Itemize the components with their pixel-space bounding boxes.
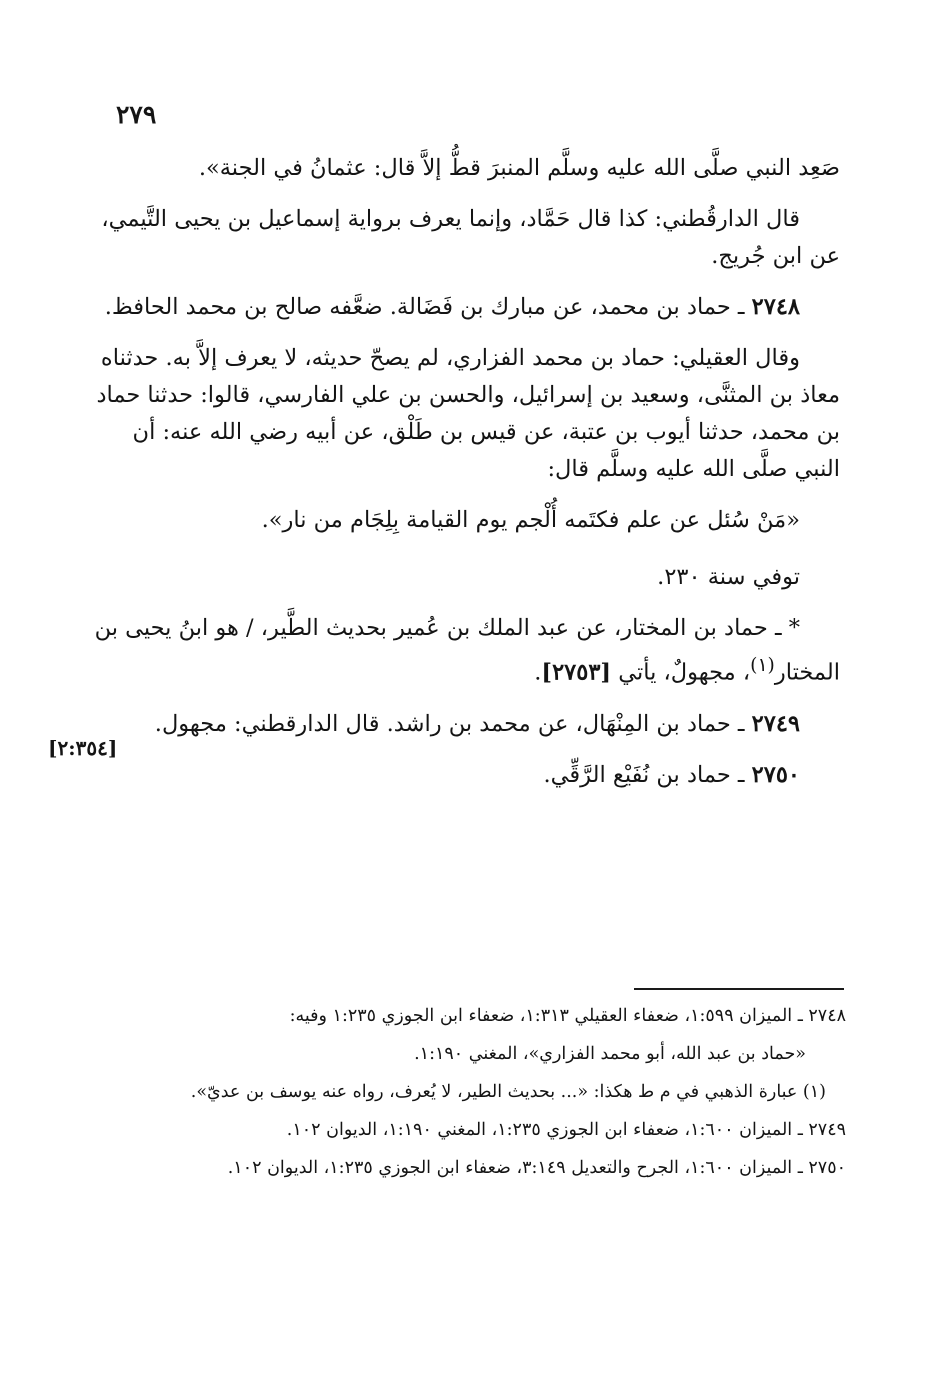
entry-number: ٢٧٥٠ [751, 761, 800, 788]
punctuation: . [534, 659, 542, 686]
entry-star [90, 610, 840, 692]
entry-2748 [90, 289, 840, 326]
entry-2749 [90, 706, 840, 743]
footnote-marker: (١) [750, 655, 775, 676]
page-reference: [٢:٣٥٤] [48, 736, 118, 760]
paragraph-uqayli: وقال العقيلي: حماد بن محمد الفزاري، لم يصحّ حديثه، لا يعرف إلاَّ به. حدثناه معاذ بن المثنَّى، وسعيد بن إسرائيل، والحسن بن علي الفارسي، قالوا: حدثنا حماد بن محمد، حدثنا أيوب بن عتبة، عن قيس بن طَلْق، عن أبيه رضي الله عنه: أن النبي صلَّى الله عليه وسلَّم قال: [96, 345, 840, 482]
footnote-2748-cont: «حماد بن عبد الله، أبو محمد الفزاري»، المغني ١:١٩٠. [414, 1044, 806, 1064]
entry-number: ٢٧٤٨ [751, 294, 800, 320]
entry-2750 [90, 757, 840, 794]
main-text [90, 150, 840, 808]
star-mark: * [788, 615, 800, 641]
footnote-2750: ٢٧٥٠ ـ الميزان ١:٦٠٠، الجرح والتعديل ٣:١٤٩، ضعفاء ابن الجوزي ١:٢٣٥، الديوان ١٠٢. [227, 1158, 846, 1178]
hadith-quote: «مَنْ سُئل عن علم فكتَمه أُلْجم يوم القيامة بِلِجَام من نار». [261, 507, 800, 533]
footnotes [116, 1000, 846, 1190]
entry-text: ـ حماد بن المِنْهَال، عن محمد بن راشد. قال الدارقطني: مجهول. [154, 710, 745, 737]
entry-text: ـ حماد بن محمد، عن مبارك بن فَضَالة. ضعَّفه صالح بن محمد الحافظ. [104, 294, 745, 320]
entry-text: ـ حماد بن المختار، عن عبد الملك بن عُمير بحديث الطَّير، / هو [215, 615, 782, 641]
death-year: توفي سنة ٢٣٠. [657, 564, 800, 590]
entry-number: ٢٧٤٩ [751, 710, 800, 737]
cross-reference: [٢٧٥٣] [541, 659, 612, 686]
entry-text-cont: ابنُ يحيى بن المختار [94, 615, 840, 686]
footnote-note-1: (١) عبارة الذهبي في م ط هكذا: «... بحديث الطير، لا يُعرف، رواه عنه يوسف بن عديّ». [190, 1082, 826, 1102]
footnote-2749: ٢٧٤٩ ـ الميزان ١:٦٠٠، ضعفاء ابن الجوزي ١:٢٣٥، المغني ١:١٩٠، الديوان ١٠٢. [286, 1120, 846, 1140]
entry-text-cont: ، مجهولٌ، يأتي [618, 659, 751, 686]
paragraph-daraqutni: قال الدارقُطني: كذا قال حَمَّاد، وإنما يعرف برواية إسماعيل بن يحيى التَّيمي، عن ابن جُريج. [101, 206, 840, 269]
entry-text: ـ حماد بن نُفَيْع الرَّقِّي. [543, 761, 745, 788]
footnote-2748: ٢٧٤٨ ـ الميزان ١:٥٩٩، ضعفاء العقيلي ١:٣١٣، ضعفاء ابن الجوزي ١:٢٣٥ وفيه: [289, 1006, 846, 1026]
page-number: ٢٧٩ [116, 100, 157, 129]
paragraph-hadith-end: صَعِد النبي صلَّى الله عليه وسلَّم المنبرَ قطُّ إلاَّ قال: عثمانُ في الجنة». [198, 155, 840, 181]
footnote-separator [634, 988, 844, 990]
